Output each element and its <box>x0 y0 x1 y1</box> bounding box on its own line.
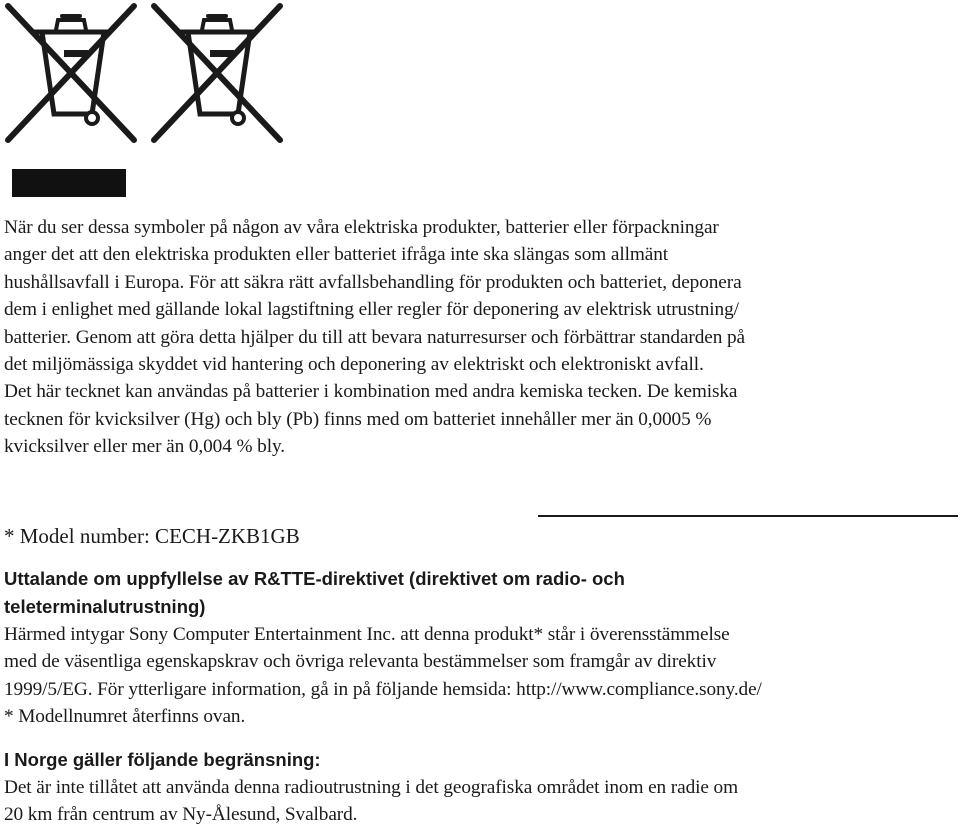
black-bar <box>12 169 126 197</box>
rtte-heading-line: Uttalande om uppfyllelse av R&TTE-direktivet (direktivet om radio- och <box>4 568 625 589</box>
text-line: Härmed intygar Sony Computer Entertainment Inc. att denna produkt* står i överensstämmelse <box>4 624 730 645</box>
text-line: Det är inte tillåtet att använda denna radioutrustning i det geografiska området inom en radie om <box>4 777 738 798</box>
text-line: med de väsentliga egenskapskrav och övriga relevanta bestämmelser som framgår av direktiv <box>4 651 717 673</box>
norway-heading: I Norge gäller följande begränsning: <box>4 749 321 770</box>
text-line: det miljömässiga skyddet vid hantering och deponering av elektriskt och elektroniskt avfall. <box>4 354 704 376</box>
text-line: * Modellnumret återfinns ovan. <box>4 706 246 728</box>
text-line: hushållsavfall i Europa. För att säkra rätt avfallsbehandling för produkten och batteriet, deponera <box>4 271 742 293</box>
text-line: Det här tecknet kan användas på batterier i kombination med andra kemiska tecken. De kemiska <box>4 381 738 403</box>
model-number: * Model number: CECH-ZKB1GB <box>4 524 300 548</box>
text-line: batterier. Genom att göra detta hjälper du till att bevara naturresurser och förbättrar standarden på <box>4 326 746 348</box>
horizontal-rule <box>538 515 958 517</box>
text-line: 20 km från centrum av Ny-Ålesund, Svalbard. <box>4 804 358 826</box>
text-line: 1999/5/EG. För ytterligare information, gå in på följande hemsida: http://www.compliance.sony.de/ <box>4 678 762 700</box>
rtte-heading-line: teleterminalutrustning) <box>4 596 206 617</box>
crossed-out-wheelie-bin-icon <box>150 2 284 144</box>
text-line: dem i enlighet med gällande lokal lagstiftning eller regler för deponering av elektrisk utrustning/ <box>4 299 739 321</box>
text-line: tecknen för kvicksilver (Hg) och bly (Pb) finns med om batteriet innehåller mer än 0,0005 % <box>4 408 712 430</box>
text-line: anger det att den elektriska produkten eller batteriet ifråga inte ska slängas som allmänt <box>4 244 668 266</box>
disposal-paragraph <box>4 214 954 461</box>
text-line: kvicksilver eller mer än 0,004 % bly. <box>4 436 285 458</box>
crossed-out-wheelie-bin-icon <box>4 2 138 144</box>
rtte-section <box>4 565 954 731</box>
norway-section <box>4 746 954 829</box>
text-line: När du ser dessa symboler på någon av våra elektriska produkter, batterier eller förpackningar <box>4 217 719 238</box>
